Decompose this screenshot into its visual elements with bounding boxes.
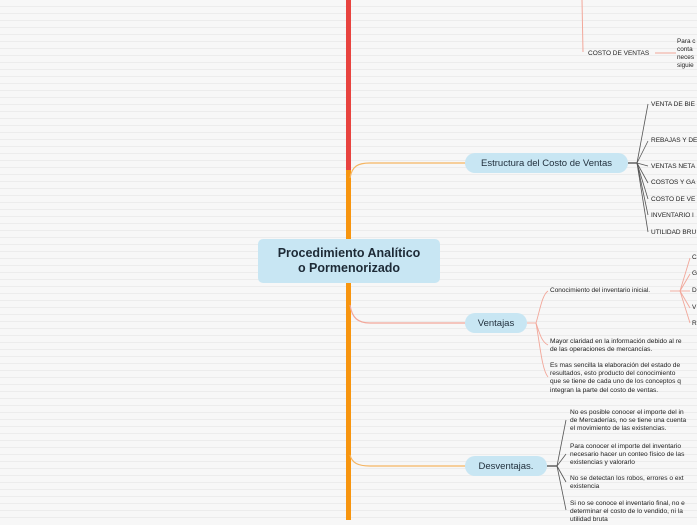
trunk-bottom [346, 170, 351, 520]
desventaja-line: necesario hacer un conteo físico de las [570, 451, 685, 459]
costo-desc-line: neces [677, 54, 695, 61]
desventaja-line: existencias y valorarlo [570, 459, 635, 467]
desventaja-line: existencia [570, 483, 600, 491]
estructura-child[interactable]: REBAJAS Y DE [651, 137, 697, 144]
claridad-line: de las operaciones de mercancías. [550, 346, 653, 354]
inventario-child[interactable]: R [692, 320, 697, 327]
sencilla-line: Es mas sencilla la elaboración del estado de [550, 362, 681, 369]
inventario-child[interactable]: V [692, 304, 697, 311]
inventario-child[interactable]: D [692, 287, 697, 294]
desventaja-item[interactable] [570, 500, 685, 525]
ventajas-connectors [527, 258, 690, 377]
estructura-child[interactable]: VENTA DE BIE [651, 101, 695, 108]
branch-ventajas [350, 305, 466, 323]
branch-estructura [350, 163, 466, 178]
desventajas-node[interactable]: Desventajas. [465, 456, 547, 476]
desventaja-line: Para conocer el importe del inventario [570, 443, 682, 450]
costo-desc-line: Para c [677, 38, 696, 45]
desventaja-line: No se detectan los robos, errores o ext [570, 475, 684, 482]
desventaja-item[interactable] [570, 443, 684, 468]
inventario-inicial-label[interactable]: Conocimiento del inventario inicial. [550, 287, 651, 294]
desventaja-line: utilidad bruta [570, 516, 608, 524]
estructura-connectors [628, 104, 648, 232]
desventajas-connectors [547, 420, 566, 510]
desventaja-line: Si no se conoce el inventario final, no e [570, 500, 685, 507]
estructura-node[interactable]: Estructura del Costo de Ventas [465, 153, 628, 173]
estructura-child[interactable]: INVENTARIO I [651, 212, 694, 219]
sencilla-line: que se tiene de cada uno de los conceptos q [550, 378, 681, 386]
sencilla-line: resultados, esto producto del conocimiento [550, 370, 676, 378]
claridad-text[interactable] [550, 338, 682, 354]
costo-de-ventas-label[interactable]: COSTO DE VENTAS [588, 50, 650, 57]
inventario-child[interactable]: C [692, 254, 697, 261]
desventaja-line: determinar el costo de lo vendido, ni la [570, 508, 683, 516]
estructura-child[interactable]: COSTO DE VE [651, 196, 696, 203]
inventario-child[interactable]: G [692, 270, 697, 277]
desventaja-item[interactable] [570, 409, 686, 434]
costo-desc-line: siguie [677, 62, 694, 69]
ventajas-node[interactable]: Ventajas [465, 313, 527, 333]
root-title-line1: Procedimiento Analítico [277, 246, 421, 260]
desventaja-line: de Mercaderías, no se tiene una cuenta [570, 417, 687, 425]
estructura-child[interactable]: VENTAS NETA [651, 163, 696, 170]
desventaja-line: el movimiento de las existencias. [570, 425, 667, 433]
trunk-top [346, 0, 351, 178]
estructura-child[interactable]: COSTOS Y GA [651, 179, 696, 186]
estructura-child[interactable]: UTILIDAD BRU [651, 229, 697, 236]
branch-desventajas [350, 455, 466, 466]
desventaja-line: No es posible conocer el importe del in [570, 409, 684, 416]
desventaja-item[interactable] [570, 475, 684, 491]
root-title-line2: o Pormenorizado [297, 261, 401, 275]
sencilla-text[interactable] [550, 362, 681, 395]
top-vertical-line [582, 0, 583, 52]
root-topic[interactable] [258, 239, 440, 283]
sencilla-line: integran la parte del costo de ventas. [550, 386, 659, 394]
costo-desc-line: conta [677, 46, 693, 53]
costo-desc-text[interactable] [677, 38, 695, 70]
claridad-line: Mayor claridad en la información debido al re [550, 338, 682, 345]
